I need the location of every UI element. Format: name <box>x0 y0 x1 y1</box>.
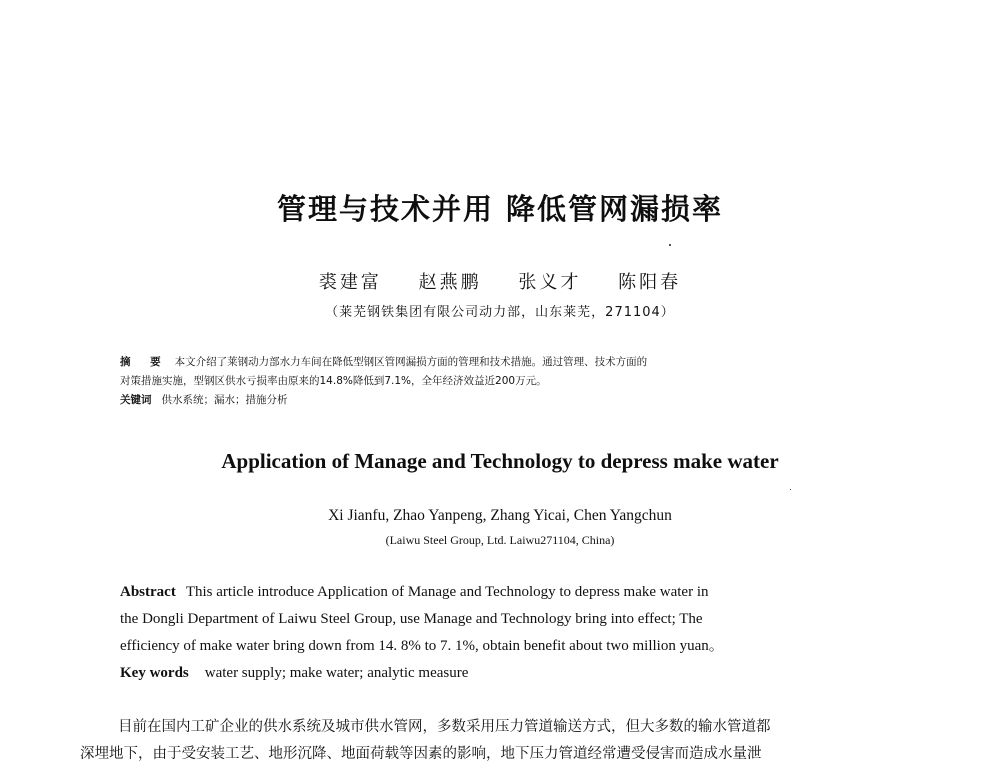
abstract-en-text-1: This article introduce Application of Manage and Technology to depress make water in <box>185 584 709 600</box>
author-cn-2: 赵燕鹏 <box>418 272 482 293</box>
keywords-cn-text: 供水系统；漏水；措施分析 <box>161 394 288 406</box>
abstract-en-line-2: the Dongli Department of Laiwu Steel Group, use Manage and Technology bring into effect; The <box>120 611 703 627</box>
scan-speck <box>790 489 791 490</box>
keywords-cn-label: 关键词 <box>120 394 152 406</box>
author-list-en: Xi Jianfu, Zhao Yanpeng, Zhang Yicai, Chen Yangchun <box>328 507 672 524</box>
scan-speck <box>669 244 671 246</box>
body-line-2: 深埋地下，由于受安装工艺、地形沉降、地面荷载等因素的影响，地下压力管道经常遭受侵害而造成水量泄 <box>80 746 762 762</box>
keywords-en <box>120 660 880 687</box>
page-title: 管理与技术并用 降低管网漏损率 <box>276 192 724 226</box>
abstract-cn <box>120 353 900 410</box>
keywords-cn <box>120 391 900 410</box>
abstract-en-line-1 <box>120 579 880 606</box>
abstract-cn-line-2: 对策措施实施，型钢区供水亏损率由原来的14.8%降低到7.1%，全年经济效益近200万元。 <box>120 375 547 387</box>
body-line-1: 目前在国内工矿企业的供水系统及城市供水管网，多数采用压力管道输送方式，但大多数的输水管道都 <box>118 719 771 735</box>
abstract-en-line-3: efficiency of make water bring down from 14. 8% to 7. 1%, obtain benefit about two million yuan。 <box>120 638 724 654</box>
abstract-en-label: Abstract <box>120 584 176 600</box>
author-cn-1: 裘建富 <box>318 272 382 293</box>
abstract-cn-text-1: 本文介绍了莱钢动力部水力车间在降低型钢区管网漏损方面的管理和技术措施。通过管理、技术方面的 <box>174 356 648 368</box>
keywords-en-label: Key words <box>120 665 189 681</box>
affiliation-en: (Laiwu Steel Group, Ltd. Laiwu271104, China) <box>385 533 615 547</box>
abstract-en <box>120 579 880 687</box>
english-title: Application of Manage and Technology to depress make water <box>221 449 779 473</box>
author-cn-4: 陈阳春 <box>618 272 682 293</box>
author-cn-3: 张义才 <box>518 272 582 293</box>
abstract-cn-line-1 <box>120 353 900 372</box>
author-list-cn <box>0 268 1000 294</box>
keywords-en-text: water supply; make water; analytic measure <box>204 665 469 681</box>
affiliation-cn: （莱芜钢铁集团有限公司动力部，山东莱芜，271104） <box>325 305 675 320</box>
abstract-cn-label: 摘 要 <box>120 356 169 368</box>
